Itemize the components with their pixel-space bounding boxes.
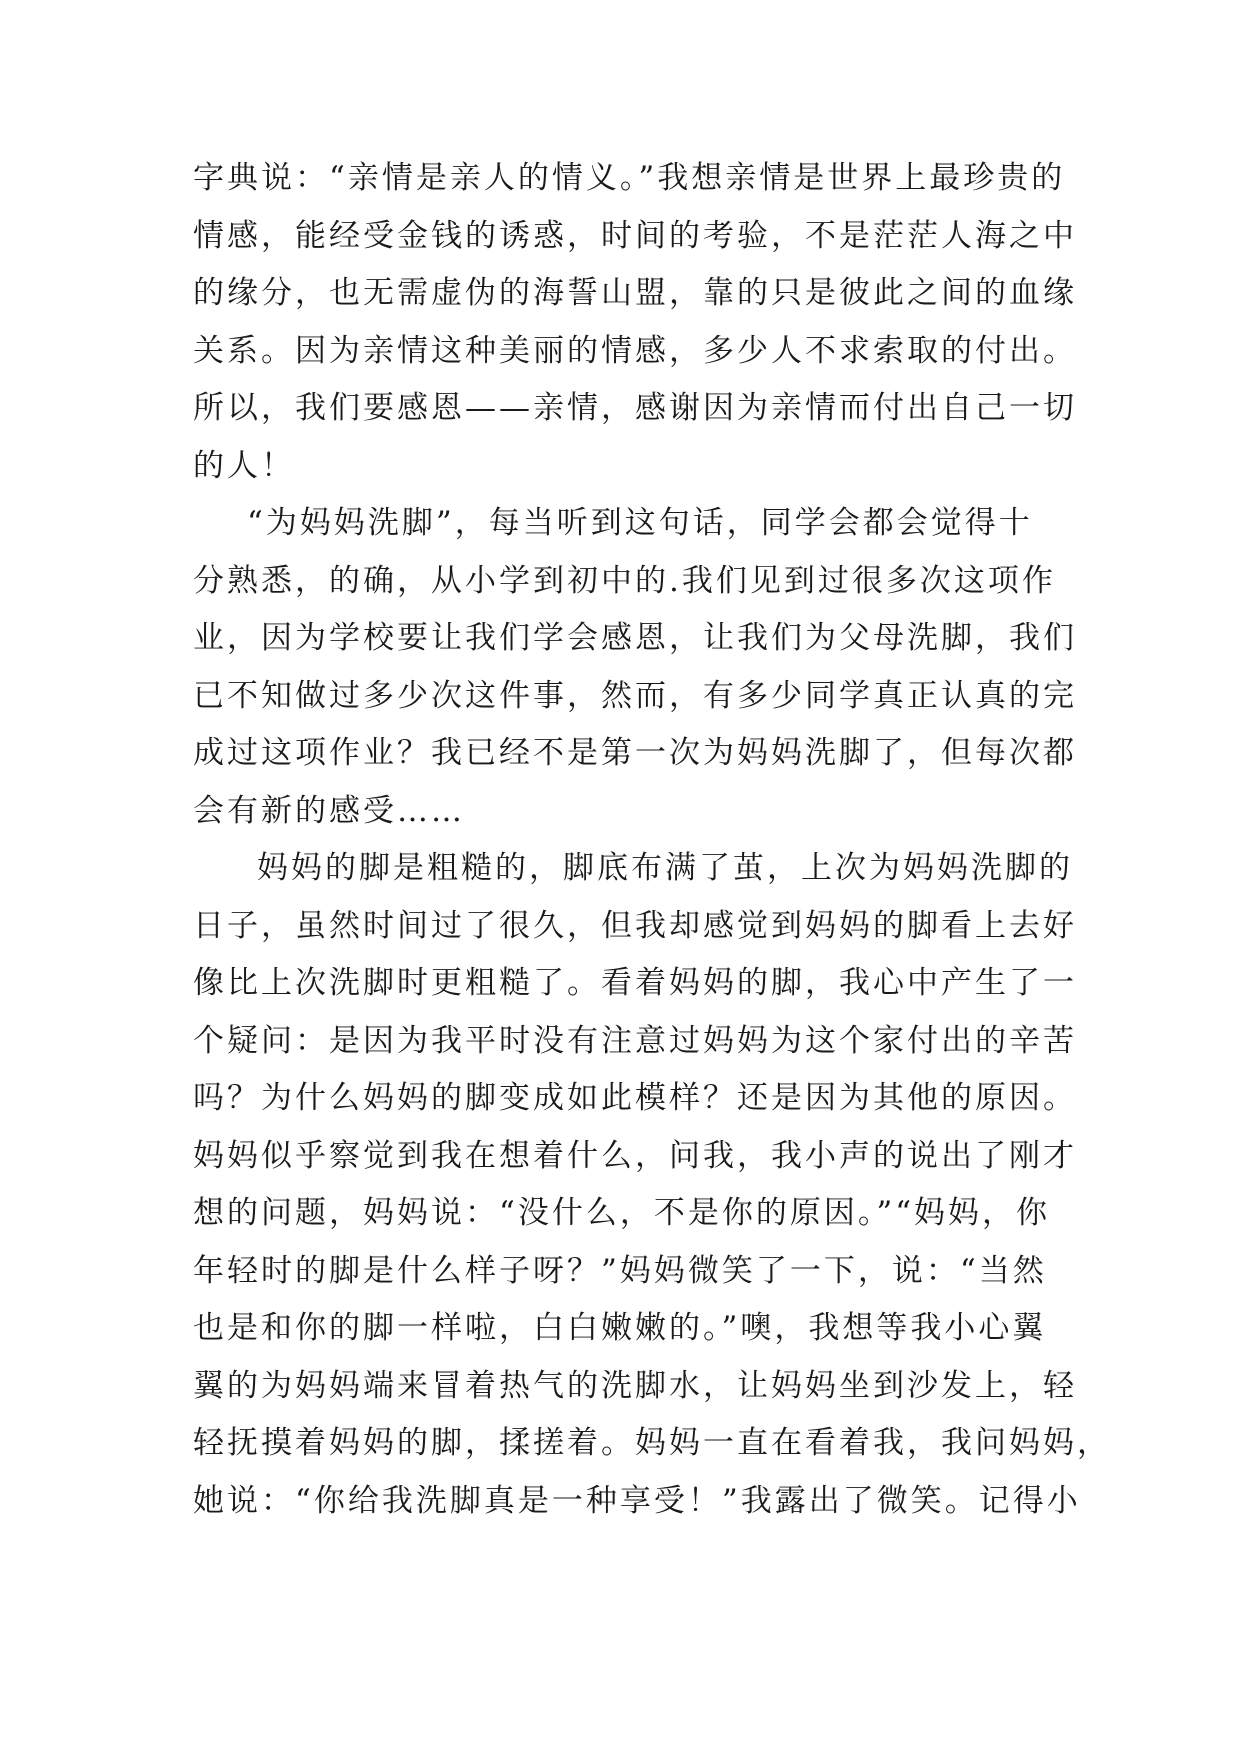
text-line: 已不知做过多少次这件事，然而，有多少同学真正认真的完	[193, 677, 1077, 714]
text-line: 年轻时的脚是什么样子呀？”妈妈微笑了一下，说：“当然	[193, 1252, 1047, 1289]
text-line: 的缘分，也无需虚伪的海誓山盟，靠的只是彼此之间的血缘	[193, 275, 1077, 311]
document-body	[193, 150, 1111, 1530]
text-line: 字典说：“亲情是亲人的情义。”我想亲情是世界上最珍贵的	[193, 160, 1066, 196]
paragraph-start-line: 妈妈的脚是粗糙的，脚底布满了茧，上次为妈妈洗脚的	[257, 850, 1073, 886]
text-line: 吗？为什么妈妈的脚变成如此模样？还是因为其他的原因。	[193, 1080, 1077, 1116]
text-line: 个疑问：是因为我平时没有注意过妈妈为这个家付出的辛苦	[193, 1022, 1077, 1059]
text-line: 关系。因为亲情这种美丽的情感，多少人不求索取的付出。	[193, 332, 1077, 369]
text-line: 轻抚摸着妈妈的脚，揉搓着。妈妈一直在看着我，我问妈妈，	[193, 1425, 1111, 1461]
text-line: 想的问题，妈妈说：“没什么，不是你的原因。”“妈妈，你	[193, 1195, 1051, 1231]
text-line: 成过这项作业？我已经不是第一次为妈妈洗脚了，但每次都	[193, 735, 1077, 771]
text-line: 业，因为学校要让我们学会感恩，让我们为父母洗脚，我们	[193, 620, 1077, 656]
text-line: 分熟悉，的确，从小学到初中的.我们见到过很多次这项作	[193, 562, 1056, 599]
text-line: 的人！	[193, 447, 295, 484]
text-line: 日子，虽然时间过了很久，但我却感觉到妈妈的脚看上去好	[193, 907, 1077, 944]
text-line: 翼的为妈妈端来冒着热气的洗脚水，让妈妈坐到沙发上，轻	[193, 1367, 1077, 1404]
text-line: 也是和你的脚一样啦，白白嫩嫩的。”噢，我想等我小心翼	[193, 1310, 1047, 1346]
text-line: 她说：“你给我洗脚真是一种享受！”我露出了微笑。记得小	[193, 1482, 1081, 1519]
text-line: 妈妈似乎察觉到我在想着什么，问我，我小声的说出了刚才	[193, 1137, 1077, 1174]
paragraph-start-line: “为妈妈洗脚”，每当听到这句话，同学会都会觉得十	[247, 505, 1033, 541]
text-line: 像比上次洗脚时更粗糙了。看着妈妈的脚，我心中产生了一	[193, 965, 1077, 1001]
text-line: 所以，我们要感恩——亲情，感谢因为亲情而付出自己一切	[193, 390, 1077, 426]
text-line: 情感，能经受金钱的诱惑，时间的考验，不是茫茫人海之中	[193, 217, 1077, 254]
text-line: 会有新的感受……	[193, 792, 465, 829]
